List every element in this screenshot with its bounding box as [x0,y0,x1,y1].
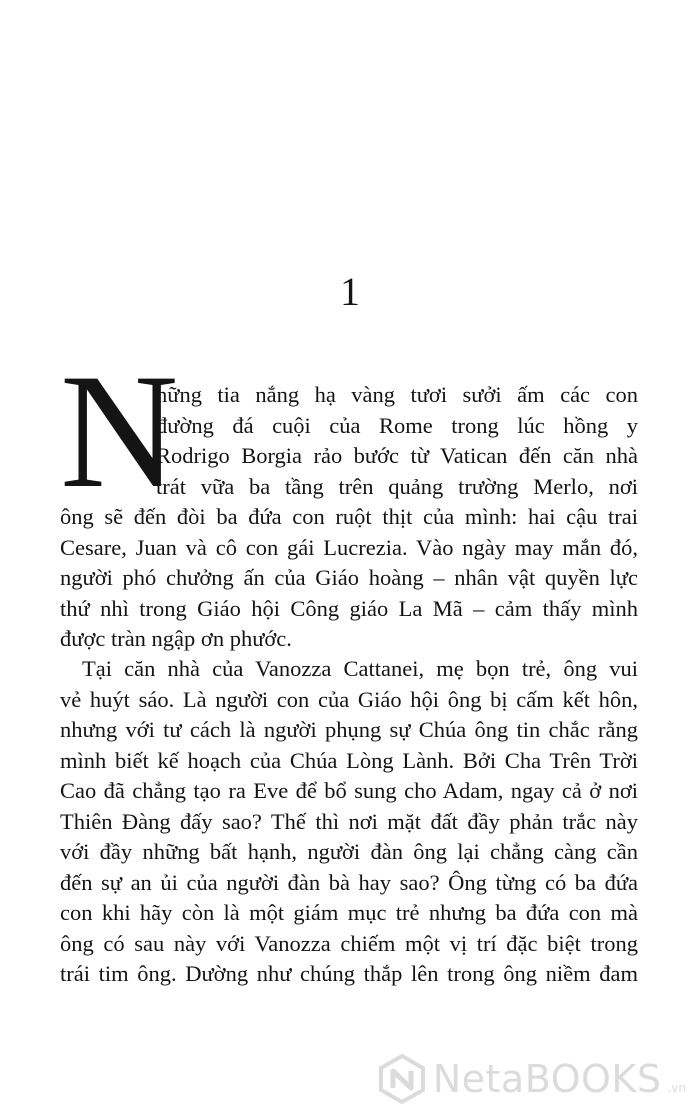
text-line: người phó chưởng ấn của Giáo hoàng – nhân vật quyền lực [60,565,638,590]
text-line: vẻ huýt sáo. Là người con của Giáo hội ông bị cấm kết hôn, [60,686,638,712]
text-line: đường đá cuội của Rome trong lúc hồng y [156,412,638,438]
text-line: đến sự an ủi của người đàn bà hay sao? Ông từng có ba đứa [60,869,638,895]
text-line: trái tim ông. Dường như chúng thắp lên trong ông niềm đam [60,961,638,986]
text-line: Cao đã chẳng tạo ra Eve để bổ sung cho Adam, ngay cả ở nơi [60,778,638,803]
text-line: Thiên Đàng đấy sao? Thế thì nơi mặt đất đầy phản trắc này [60,808,638,834]
watermark-suffix: .vn [667,1081,686,1095]
chapter-number: 1 [340,269,360,314]
drop-cap: N [60,341,179,522]
watermark-text: NetaBOOKS [432,1057,662,1101]
text-line: Tại căn nhà của Vanozza Cattanei, mẹ bọn trẻ, ông vui [82,656,638,681]
paragraph-2 [60,654,638,990]
text-line: Cesare, Juan và cô con gái Lucrezia. Vào ngày may mắn đó, [60,534,638,560]
text-line: con khi hãy còn là một giám mục trẻ nhưng ba đứa con mà [60,900,638,925]
paragraph-1-opening [60,380,638,502]
paragraph-1-body [60,502,638,655]
text-line: được tràn ngập ơn phước. [60,626,292,651]
watermark [377,1051,686,1107]
text-line: với đầy những bất hạnh, người đàn ông lại chẳng càng cần [60,839,638,864]
text-line: Rodrigo Borgia rảo bước từ Vatican đến căn nhà [156,443,638,468]
text-line: ông sẽ đến đòi ba đứa con ruột thịt của mình: hai cậu trai [60,504,638,529]
text-line: hững tia nắng hạ vàng tươi sưởi ấm các con [156,382,638,407]
text-line: thứ nhì trong Giáo hội Công giáo La Mã – cảm thấy mình [60,595,638,621]
netabooks-logo-icon [377,1054,427,1104]
text-line: ông có sau này với Vanozza chiếm một vị trí đặc biệt trong [60,930,638,956]
text-line: mình biết kế hoạch của Chúa Lòng Lành. Bởi Cha Trên Trời [60,747,638,773]
text-line: trát vữa ba tầng trên quảng trường Merlo, nơi [156,473,638,499]
text-line: nhưng với tư cách là người phụng sự Chúa ông tin chắc rằng [60,717,638,742]
